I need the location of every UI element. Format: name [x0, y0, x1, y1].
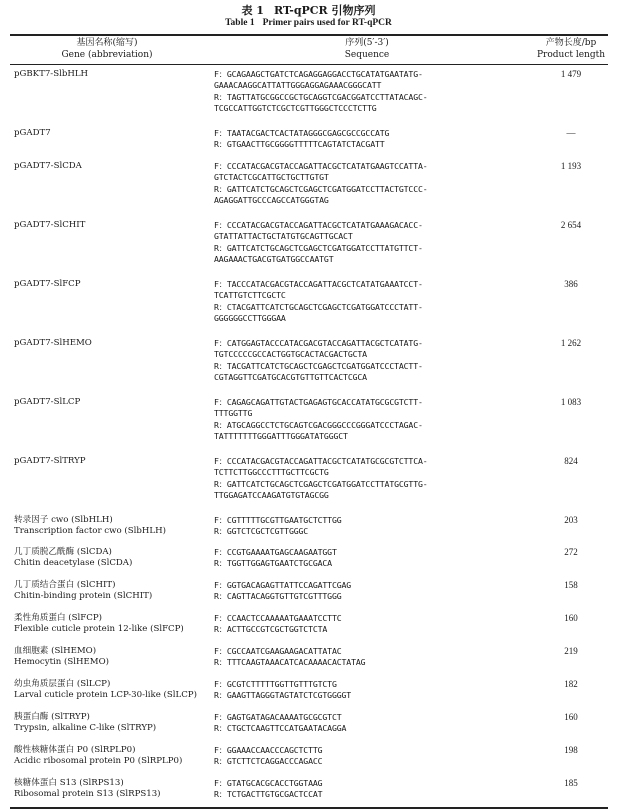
gene-cell	[14, 712, 209, 735]
product-length: 824	[564, 456, 578, 466]
product-length: 158	[564, 580, 578, 590]
sequence-line: TATTTTTTTGGGATTTGGGATATGGGCT	[214, 431, 348, 442]
gene-cell	[14, 220, 209, 231]
sequence-line: F：CAGAGCAGATTGTACTGAGAGTGCACCATATGCGCGTCTT-	[214, 397, 423, 407]
gene-name-cn: pGADT7-SlCHIT	[14, 220, 86, 230]
product-length: 386	[564, 279, 578, 289]
sequence-line: F：CGCCAATCGAAGAAGACATTATAC	[214, 646, 342, 656]
sequence-line: R：GTGAACTTGCGGGGTTTTTCAGTATCTACGATT	[214, 139, 385, 150]
bottom-rule	[10, 807, 608, 809]
sequence-cell	[214, 279, 534, 325]
header-len-en: Product length	[536, 50, 606, 60]
sequence-cell	[214, 397, 534, 443]
table-title-cn: RT-qPCR 引物序列	[273, 4, 376, 17]
gene-name-cn: 转录因子 cwo (SlbHLH)	[14, 515, 113, 525]
sequence-cell	[214, 745, 534, 768]
table-number-cn: 表 1	[241, 4, 264, 17]
sequence-line: GAAACAAGGCATTATTGGGAGGAGAAACGGGCATT	[214, 80, 382, 91]
gene-name-cn: pGADT7-SlHEMO	[14, 338, 92, 348]
sequence-line: R：TGGTTGGAGTGAATCTGCGACA	[214, 558, 332, 569]
gene-name-en: Ribosomal protein S13 (SlRPS13)	[14, 789, 161, 800]
sequence-line: F：CCCATACGACGTACCAGATTACGCTCATATGCGCGTCTTCA-	[214, 456, 428, 466]
sequence-line: TCTTCTTGGCCCTTTGCTTCGCTG	[214, 467, 329, 478]
sequence-line: GTCTACTCGCATTGCTGCTTGTGT	[214, 172, 329, 183]
gene-cell	[14, 778, 209, 801]
table-caption-cn	[0, 2, 617, 18]
gene-cell	[14, 613, 209, 636]
sequence-cell	[214, 547, 534, 570]
sequence-cell	[214, 712, 534, 735]
sequence-cell	[214, 613, 534, 636]
table-title-en: Primer pairs used for RT-qPCR	[262, 18, 392, 28]
header-length	[530, 37, 612, 61]
table-number-en: Table 1	[225, 18, 255, 28]
sequence-line: R：GGTCTCGCTCGTTGGGC	[214, 526, 309, 537]
sequence-line: TCGCCATTGGTCTCGCTCGTTGGGCTCCCTCTTG	[214, 103, 377, 114]
sequence-line: R：GAAGTTAGGGTAGTATCTCGTGGGGT	[214, 690, 352, 701]
sequence-line: TTGGAGATCCAAGATGTGTAGCGG	[214, 490, 329, 501]
gene-name-cn: 血细胞素 (SlHEMO)	[14, 646, 97, 656]
gene-cell	[14, 745, 209, 768]
gene-name-cn: 柔性角质蛋白 (SlFCP)	[14, 613, 102, 623]
sequence-line: R：ACTTGCCGTCGCTGGTCTCTA	[214, 624, 328, 635]
gene-name-cn: 核糖体蛋白 S13 (SlRPS13)	[14, 778, 124, 788]
product-length: 203	[564, 515, 578, 525]
gene-cell	[14, 580, 209, 603]
sequence-line: F：GCGTCTTTTTGGTTGTTTGTCTG	[214, 679, 337, 689]
gene-name-en: Trypsin, alkaline C-like (SlTRYP)	[14, 723, 157, 734]
sequence-cell	[214, 220, 534, 266]
header-gene-en: Gene (abbreviation)	[61, 50, 153, 60]
header-gene	[12, 37, 202, 61]
gene-name-cn: 几丁质结合蛋白 (SlCHIT)	[14, 580, 116, 590]
product-length: 219	[564, 646, 578, 656]
sequence-cell	[214, 69, 534, 115]
header-seq-cn: 序列(5′-3′)	[345, 38, 389, 48]
product-length: 198	[564, 745, 578, 755]
gene-cell	[14, 515, 209, 538]
gene-name-cn: 胰蛋白酶 (SlTRYP)	[14, 712, 90, 722]
sequence-line: R：TCTGACTTGTGCGACTCCAT	[214, 789, 323, 800]
header-sequence	[212, 37, 522, 61]
sequence-line: F：GGAAACCAACCCAGCTCTTG	[214, 745, 323, 755]
gene-name-cn: pGADT7-SlFCP	[14, 279, 81, 289]
sequence-cell	[214, 580, 534, 603]
product-length: —	[566, 128, 576, 138]
sequence-line: TCATTGTCTTCGCTC	[214, 290, 286, 301]
sequence-cell	[214, 679, 534, 702]
gene-cell	[14, 547, 209, 570]
header-rule	[10, 64, 608, 65]
product-length: 1 193	[560, 161, 582, 171]
sequence-line: R：TAGTTATGCGGCCGCTGCAGGTCGACGGATCCTTATACAGC-	[214, 91, 428, 102]
sequence-line: R：CAGTTACAGGTGTTGTCGTTTGGG	[214, 591, 342, 602]
sequence-line: F：TACCCATACGACGTACCAGATTACGCTCATATGAAATCCT-	[214, 279, 423, 289]
gene-name-cn: 几丁质脱乙酰酶 (SlCDA)	[14, 547, 112, 557]
sequence-line: CGTAGGTTCGATGCACGTGTTGTTCACTCGCA	[214, 372, 367, 383]
header-len-cn: 产物长度/bp	[545, 38, 597, 48]
sequence-line: R：GTCTTCTCAGGACCCAGACC	[214, 756, 323, 767]
gene-name-en: Larval cuticle protein LCP-30-like (SlLCP)	[14, 690, 197, 701]
sequence-line: F：CATGGAGTACCCATACGACGTACCAGATTACGCTCATATG-	[214, 338, 423, 348]
sequence-cell	[214, 456, 534, 502]
sequence-cell	[214, 128, 534, 151]
table-caption-en	[0, 18, 617, 28]
sequence-line: F：CCCATACGACGTACCAGATTACGCTCATATGAAGTCCATTA-	[214, 161, 428, 171]
sequence-line: R：CTACGATTCATCTGCAGCTCGAGCTCGATGGATCCCTATT-	[214, 301, 423, 312]
sequence-line: AGAGGATTGCCCAGCCATGGGTAG	[214, 195, 329, 206]
header-gene-cn: 基因名称(缩写)	[76, 38, 138, 48]
gene-cell	[14, 128, 209, 139]
sequence-line: R：GATTCATCTGCAGCTCGAGCTCGATGGATCCTTATGCGTTG-	[214, 478, 428, 489]
gene-name-en: Transcription factor cwo (SlbHLH)	[14, 526, 166, 537]
product-length: 182	[564, 679, 578, 689]
gene-cell	[14, 161, 209, 172]
sequence-line: F：GGTGACAGAGTTATTCCAGATTCGAG	[214, 580, 352, 590]
product-length: 2 654	[560, 220, 582, 230]
sequence-line: F：GCAGAAGCTGATCTCAGAGGAGGACCTGCATATGAATATG-	[214, 69, 423, 79]
gene-cell	[14, 397, 209, 408]
product-length: 185	[564, 778, 578, 788]
sequence-cell	[214, 778, 534, 801]
sequence-cell	[214, 161, 534, 207]
sequence-line: F：CCCATACGACGTACCAGATTACGCTCATATGAAAGACACC-	[214, 220, 423, 230]
gene-name-en: Chitin-binding protein (SlCHIT)	[14, 591, 153, 602]
header-seq-en: Sequence	[344, 50, 390, 60]
gene-name-cn: 幼虫角质层蛋白 (SlLCP)	[14, 679, 111, 689]
sequence-line: F：CCGTGAAAATGAGCAAGAATGGT	[214, 547, 337, 557]
top-rule	[10, 34, 608, 36]
gene-cell	[14, 279, 209, 290]
sequence-line: R：ATGCAGGCCTCTGCAGTCGACGGGCCCGGGATCCCTAGAC-	[214, 419, 423, 430]
gene-name-en: Hemocytin (SlHEMO)	[14, 657, 109, 668]
sequence-line: F：GTATGCACGCACCTGGTAAG	[214, 778, 323, 788]
gene-name-cn: pGADT7-SlLCP	[14, 397, 81, 407]
sequence-line: R：TACGATTCATCTGCAGCTCGAGCTCGATGGATCCCTACTT-	[214, 360, 423, 371]
sequence-cell	[214, 338, 534, 384]
sequence-line: R：GATTCATCTGCAGCTCGAGCTCGATGGATCCTTACTGTCCC-	[214, 183, 428, 194]
gene-cell	[14, 456, 209, 467]
product-length: 1 083	[560, 397, 582, 407]
sequence-line: R：GATTCATCTGCAGCTCGAGCTCGATGGATCCTTATGTTCT-	[214, 242, 423, 253]
sequence-line: GGGGGGCCTTGGGAA	[214, 313, 286, 324]
sequence-line: AAGAAACTGACGTGATGGCCAATGT	[214, 254, 334, 265]
gene-name-cn: pGADT7	[14, 128, 51, 138]
sequence-line: F：CCAACTCCAAAAATGAAATCCTTC	[214, 613, 342, 623]
gene-cell	[14, 646, 209, 669]
sequence-line: F：TAATACGACTCACTATAGGGCGAGCGCCGCCATG	[214, 128, 390, 138]
product-length: 160	[564, 712, 578, 722]
gene-name-cn: pGADT7-SlCDA	[14, 161, 82, 171]
gene-cell	[14, 679, 209, 702]
product-length: 1 479	[560, 69, 582, 79]
sequence-line: TTTGGTTG	[214, 408, 253, 419]
gene-cell	[14, 338, 209, 349]
sequence-line: GTATTATTACTGCTATGTGCAGTTGCACT	[214, 231, 353, 242]
gene-name-cn: pGADT7-SlTRYP	[14, 456, 86, 466]
sequence-line: R：CTGCTCAAGTTCCATGAATACAGGA	[214, 723, 347, 734]
gene-name-en: Acidic ribosomal protein P0 (SlRPLP0)	[14, 756, 183, 767]
gene-name-cn: 酸性核糖体蛋白 P0 (SlRPLP0)	[14, 745, 136, 755]
sequence-cell	[214, 515, 534, 538]
sequence-line: R：TTTCAAGTAAACATCACAAAACACTATAG	[214, 657, 366, 668]
sequence-line: F：GAGTGATAGACAAAATGCGCGTCT	[214, 712, 342, 722]
sequence-line: F：CGTTTTTGCGTTGAATGCTCTTGG	[214, 515, 342, 525]
sequence-line: TGTCCCCCGCCACTGGTGCACTACGACTGCTA	[214, 349, 367, 360]
product-length: 160	[564, 613, 578, 623]
product-length: 1 262	[560, 338, 582, 348]
gene-name-en: Flexible cuticle protein 12-like (SlFCP)	[14, 624, 184, 635]
gene-name-en: Chitin deacetylase (SlCDA)	[14, 558, 133, 569]
sequence-cell	[214, 646, 534, 669]
product-length: 272	[564, 547, 578, 557]
gene-name-cn: pGBKT7-SlbHLH	[14, 69, 89, 79]
gene-cell	[14, 69, 209, 80]
